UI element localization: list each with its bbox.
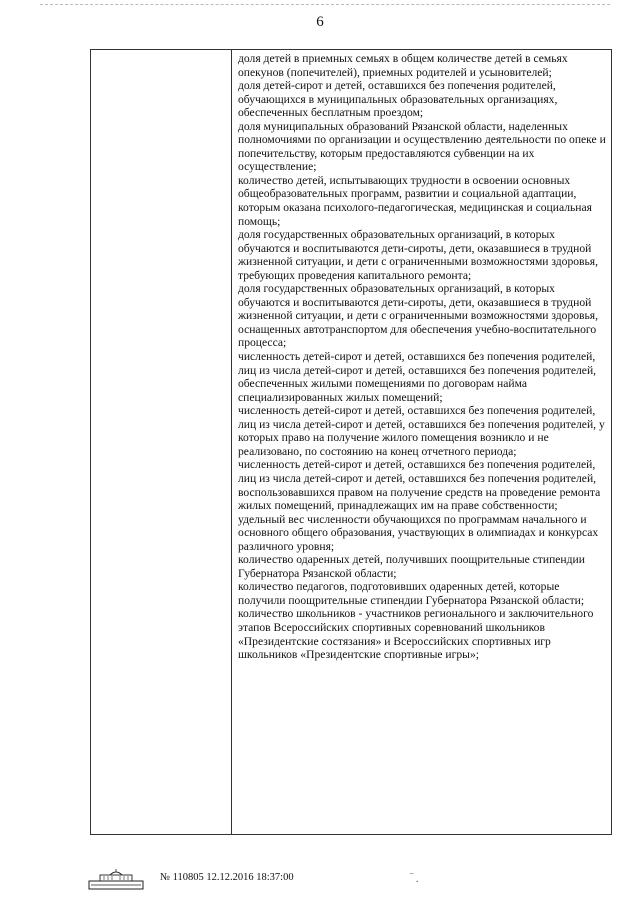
scan-edge-line (40, 4, 610, 5)
table-right-column (232, 52, 607, 834)
page-number: 6 (316, 14, 324, 30)
indicator-item: удельный вес численности обучающихся по программам начального и основного общего образования, участвующих в олимпиадах и конкурсах различного уровня; (238, 512, 599, 553)
document-footer (88, 868, 608, 890)
indicator-item: доля муниципальных образований Рязанской области, наделенных полномочиями по организации и осуществлению деятельности по опеке и попечительству, которым предоставляются субвенции на их осуществление; (238, 119, 606, 174)
registration-datetime: 12.12.2016 18:37:00 (206, 872, 294, 883)
scan-mark: ‾ . (410, 874, 419, 885)
indicator-item: количество педагогов, подготовивших одаренных детей, которые получили поощрительные стипендии Губернатора Рязанской области; (238, 580, 585, 607)
indicator-item: численность детей-сирот и детей, оставшихся без попечения родителей, лиц из числа детей-сирот и детей, оставшихся без попечения родителей, у которых право на получение жилого помещения возникло и не реализовано, по состоянию на конец отчетного периода; (238, 404, 605, 458)
indicator-item: количество школьников - участников регионального и заключительного этапов Всероссийских спортивных соревнований школьников «Президентские состязания» и Всероссийских спортивных игр школьников «Президентские спортивные игры»; (238, 607, 594, 662)
government-building-seal-icon (88, 868, 144, 890)
indicator-item: доля детей-сирот и детей, оставшихся без попечения родителей, обучающихся в муниципальных образовательных организациях, обеспеченных бесплатным проездом; (238, 79, 558, 120)
indicator-item: количество одаренных детей, получивших поощрительные стипендии Губернатора Рязанской области; (238, 553, 585, 580)
indicator-item: доля детей в приемных семьях в общем количестве детей в семьях опекунов (попечителей), приемных родителей и усыновителей; (238, 52, 568, 79)
indicator-item: доля государственных образовательных организаций, в которых обучаются и воспитываются дети-сироты, дети, оказавшиеся в трудной жизненной ситуации, и дети с ограниченными возможностями здоровья, требующих проведения капитального ремонта; (238, 228, 599, 282)
indicator-item: численность детей-сирот и детей, оставшихся без попечения родителей, лиц из числа детей-сирот и детей, оставшихся без попечения родителей, воспользовавшихся правом на получение средств на проведение ремонта жилых помещений, принадлежащих им на праве собственности; (238, 458, 601, 513)
indicator-item: количество детей, испытывающих трудности в освоении основных общеобразовательных программ, развитии и социальной адаптации, которым оказана психолого-педагогическая, медицинская и социальная помощь; (238, 173, 592, 228)
indicator-item: численность детей-сирот и детей, оставшихся без попечения родителей, лиц из числа детей-сирот и детей, оставшихся без попечения родителей, обеспеченных жилыми помещениями по договорам найма специализированных жилых помещений; (238, 350, 597, 404)
registration-stamp (160, 872, 294, 883)
table-left-column (91, 50, 232, 834)
document-table (90, 49, 612, 835)
indicator-item: доля государственных образовательных организаций, в которых обучаются и воспитываются дети-сироты, дети, оказавшиеся в трудной жизненной ситуации, и дети с ограниченными возможностями здоровья, оснащенных автотранспортом для обеспечения учебно-воспитательного процесса; (238, 282, 599, 350)
registration-number: № 110805 (160, 872, 204, 883)
